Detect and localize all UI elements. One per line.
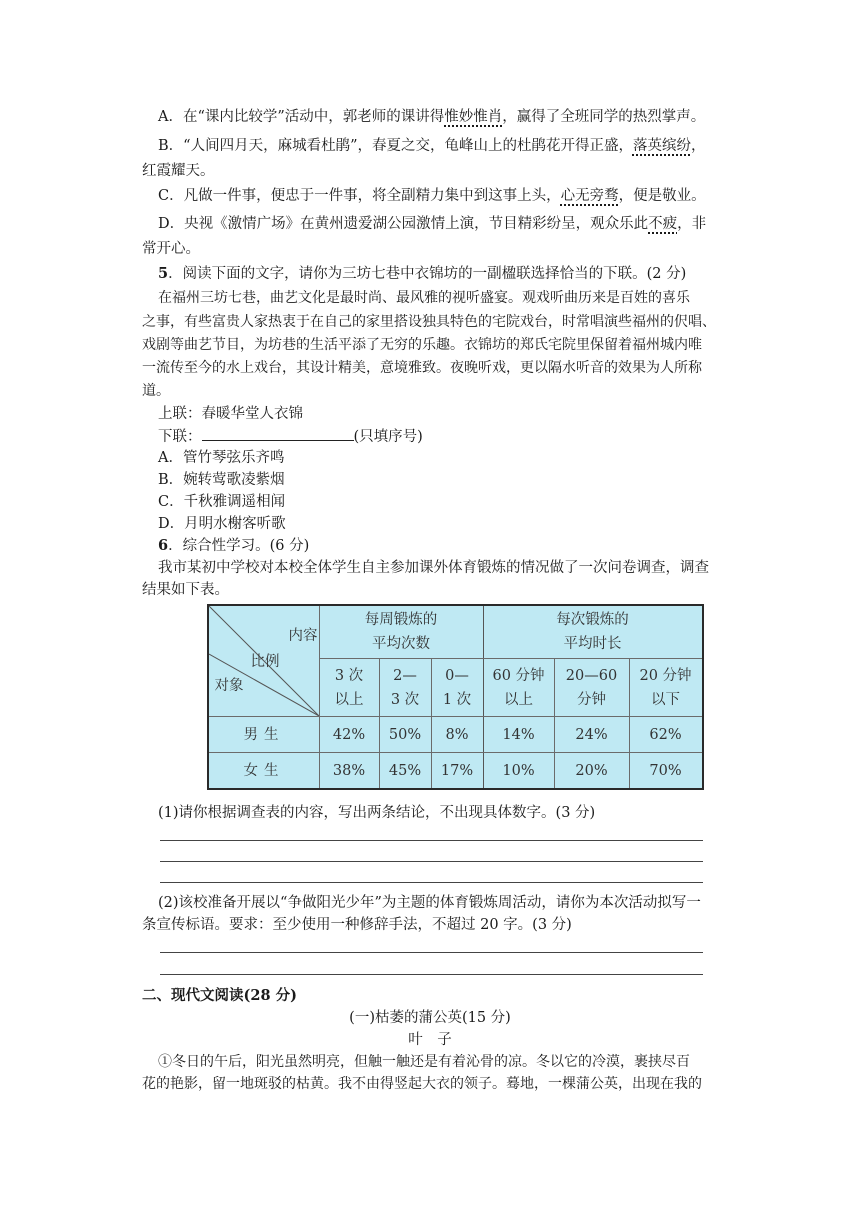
group-weekly-line-1: 每周锻炼的 <box>364 612 438 628</box>
question-6-text: ．综合性学习。(6 分) <box>168 538 310 554</box>
sub-question-1: (1)请你根据调查表的内容，写出两条结论，不出现具体数字。(3 分) <box>158 805 596 821</box>
row-label-girls: 女生 <box>243 763 285 779</box>
choice-b: B．婉转莺歌凌紫烟 <box>158 472 285 488</box>
option-c-dotted: 心无旁骛 <box>560 188 619 204</box>
answer-line[interactable] <box>160 840 703 841</box>
q6-intro-line-1: 我市某初中学校对本校全体学生自主参加课外体育锻炼的情况做了一次问卷调查，调查 <box>158 560 709 576</box>
choice-d: D．月明水榭客听歌 <box>158 516 286 532</box>
option-b-post: ， <box>690 138 706 154</box>
table-cell: 10% <box>502 763 535 779</box>
option-b-pre: B．“人间四月天，麻城看杜鹃”，春夏之交，龟峰山上的杜鹃花开得正盛， <box>158 138 633 154</box>
option-d <box>158 214 706 234</box>
answer-line[interactable] <box>160 952 703 953</box>
upper-couplet: 上联：春暖华堂人衣锦 <box>158 406 303 422</box>
lower-couplet-label: 下联： <box>158 429 202 445</box>
q6-intro-line-2: 结果如下表。 <box>142 582 229 598</box>
table-cell: 45% <box>388 763 422 779</box>
question-6-number: 6 <box>158 537 169 554</box>
option-c-post: ，便是敬业。 <box>618 188 706 204</box>
section-heading: 二、现代文阅读(28 分) <box>142 987 297 1004</box>
option-a-pre: A．在“课内比较学”活动中，郭老师的课讲得 <box>158 109 445 125</box>
table-cell: 14% <box>502 727 535 743</box>
survey-table <box>207 604 704 790</box>
subhead-20-60: 20—60 分钟 <box>565 668 618 708</box>
table-cell: 62% <box>649 727 682 743</box>
option-b-dotted: 落英缤纷 <box>632 138 691 154</box>
corner-content-label: 内容 <box>288 628 318 644</box>
passage-line-2: 之事，有些富贵人家热衷于在自己的家里搭设独具特色的宅院戏台，时常唱演些福州的伬唱、 <box>142 314 716 330</box>
group-duration-line-1: 每次锻炼的 <box>556 612 629 628</box>
table-cell: 42% <box>332 727 366 743</box>
choice-a: A．管竹琴弦乐齐鸣 <box>158 450 285 466</box>
subhead-3-plus: 3 次 以上 <box>334 668 364 708</box>
question-5 <box>158 264 686 284</box>
sub-question-2-line-1: (2)该校准备开展以“争做阳光少年”为主题的体育锻炼周活动，请你为本次活动拟写一 <box>158 895 701 911</box>
option-d-pre: D．央视《激情广场》在黄州遗爱湖公园激情上演，节目精彩纷呈，观众乐此 <box>158 216 649 232</box>
passage-line-5: 道。 <box>142 383 170 399</box>
answer-line[interactable] <box>160 882 703 883</box>
option-c-pre: C．凡做一件事，便忠于一件事，将全副精力集中到这事上头， <box>158 188 561 204</box>
question-5-text: ．阅读下面的文字，请你为三坊七巷中衣锦坊的一副楹联选择恰当的下联。(2 分) <box>168 266 687 282</box>
subhead-0-1: 0— 1 次 <box>442 668 472 708</box>
sub-question-2-line-2: 条宣传标语。要求：至少使用一种修辞手法，不超过 20 字。(3 分) <box>142 917 572 933</box>
group-duration-line-2: 平均时长 <box>563 636 622 652</box>
table-cell: 24% <box>575 727 608 743</box>
para-1-line-2: 花的艳影，留一地斑驳的枯黄。我不由得竖起大衣的领子。蓦地，一棵蒲公英，出现在我的 <box>142 1076 702 1092</box>
table-cell: 50% <box>388 727 422 743</box>
corner-ratio-label: 比例 <box>250 654 280 670</box>
corner-subject-label: 对象 <box>214 678 244 694</box>
row-label-boys: 男生 <box>243 727 285 743</box>
subhead-60-plus: 60 分钟 以上 <box>492 668 545 708</box>
table-cell: 70% <box>649 763 682 779</box>
passage-line-1: 在福州三坊七巷，曲艺文化是最时尚、最风雅的视听盛宴。观戏听曲历来是百姓的喜乐 <box>158 290 690 306</box>
answer-line[interactable] <box>160 861 703 862</box>
answer-blank[interactable] <box>202 426 354 441</box>
answer-line[interactable] <box>160 974 703 975</box>
choice-c: C．千秋雅调遥相闻 <box>158 494 286 510</box>
passage-line-3: 戏剧等曲艺节目，为坊巷的生活平添了无穷的乐趣。衣锦坊的郑氏宅院里保留着福州城内唯 <box>142 337 702 353</box>
group-weekly-header <box>319 608 483 656</box>
option-a-dotted: 惟妙惟肖 <box>444 109 503 125</box>
reading-title: (一)枯萎的蒲公英(15 分) <box>349 1010 511 1026</box>
group-weekly-line-2: 平均次数 <box>372 636 430 652</box>
table-cell: 20% <box>575 763 608 779</box>
group-duration-header <box>483 608 702 656</box>
subhead-20-minus: 20 分钟 以下 <box>639 668 692 708</box>
question-6 <box>158 536 309 556</box>
question-5-number: 5 <box>158 265 169 282</box>
subhead-2-3: 2— 3 次 <box>390 668 420 708</box>
option-b <box>158 136 705 156</box>
lower-couplet-hint: (只填序号) <box>353 429 423 445</box>
passage-line-4: 一流传至今的水上戏台，其设计精美，意境雅致。夜晚听戏，更以隔水听音的效果为人所称 <box>142 360 702 376</box>
table-cell: 38% <box>332 763 366 779</box>
para-1-line-1: ①冬日的午后，阳光虽然明亮，但触一触还是有着沁骨的凉。冬以它的冷漠，裹挟尽百 <box>158 1054 690 1070</box>
lower-couplet <box>158 426 423 447</box>
reading-author: 叶 子 <box>408 1032 452 1048</box>
option-d-dotted: 不疲 <box>648 216 678 232</box>
option-d-cont: 常开心。 <box>142 241 200 257</box>
table-cell: 8% <box>445 727 469 743</box>
option-c <box>158 186 706 206</box>
option-b-cont: 红霞耀天。 <box>142 163 215 179</box>
option-a-post: ，赢得了全班同学的热烈掌声。 <box>502 109 706 125</box>
table-cell: 17% <box>440 763 474 779</box>
option-d-post: ，非 <box>677 216 707 232</box>
option-a <box>158 107 705 127</box>
